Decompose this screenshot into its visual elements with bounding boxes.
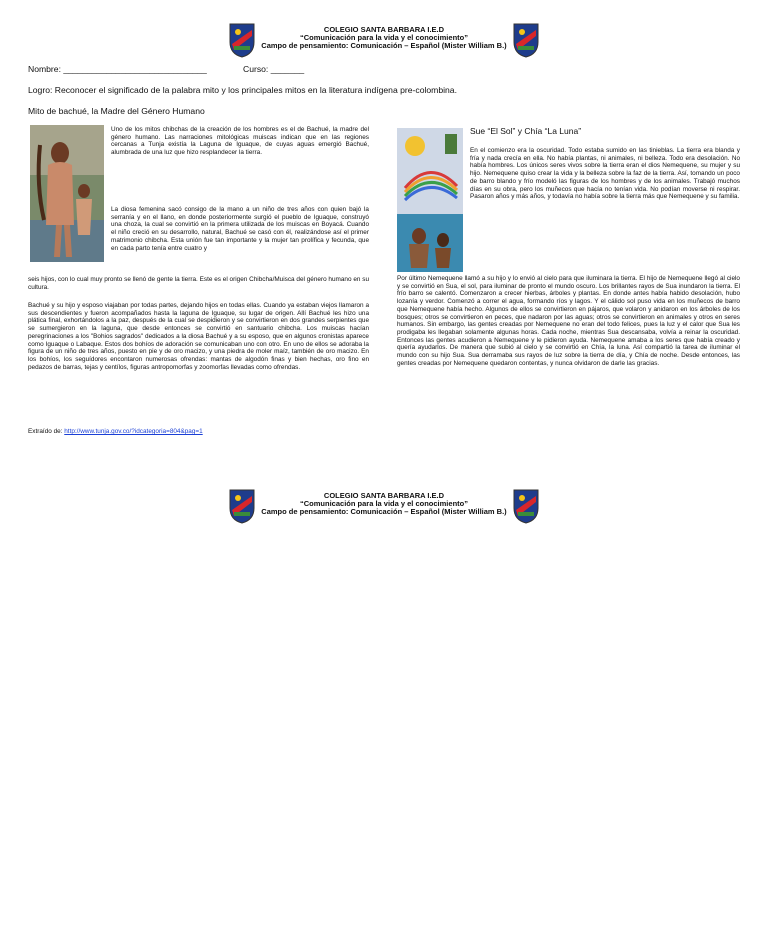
subject-field: Campo de pensamiento: Comunicación – Español (Mister William B.) [261, 41, 507, 50]
right-title: Sue “El Sol” y Chía “La Luna” [470, 126, 582, 136]
left-paragraph-3: Bachué y su hijo y esposo viajaban por todas partes, dejando hijos en todas ellas. Cuando ya estaban viejos llamaron a sus descendientes y fueron acompañados hasta la laguna de Iguaque, su lugar de origen. Allí Bachué les hizo una plática final, exhortándolos a la paz, después de la cual se despidieron y se convirtieron en dos grandes serpientes que se sumergieron en la laguna, que desde entonces se convirtió en santuario chibcha. Los muiscas hacían peregrinaciones a los "Bohios sagrados" dedicados a la diosa Bachué y a su esposo, que en algunos cronistas aparece como Iguaque o Labaque. Estos dos bohíos de adoración se comunicaban uno con otro. En uno de ellos se adoraba la figura de un niño de tres años, puesto en pie y de oro macizo, y una piedra de moler maíz, también de oro macizo. En los bohíos, los seguídores encontaron numerosas ofrendas: mantas de algodón finas y bien hechas, oro fino en pedazos de barras, tejas y centílos, figuras antropomorfas y zoomorfas llevadas como ofrendas. [28, 302, 369, 371]
page-header [0, 22, 768, 62]
nombre-field[interactable]: Nombre: ______________________________ [28, 64, 207, 74]
sue-chia-image [397, 128, 463, 272]
school-crest-right-icon [512, 488, 540, 524]
school-name: COLEGIO SANTA BARBARA I.E.D [323, 491, 445, 500]
source-line [28, 428, 203, 435]
header-text-block [250, 492, 518, 516]
school-crest-right-icon [512, 22, 540, 58]
bachue-image [30, 125, 104, 262]
school-motto: “Comunicación para la vida y el conocimiento” [300, 499, 468, 508]
left-title: Mito de bachué, la Madre del Género Humano [28, 106, 205, 116]
source-link[interactable]: http://www.tunja.gov.co/?idcategoria=804&pag=1 [64, 428, 203, 435]
subject-field: Campo de pensamiento: Comunicación – Español (Mister William B.) [261, 507, 507, 516]
curso-field[interactable]: Curso: _______ [243, 64, 305, 74]
right-paragraph-1: En el comienzo era la oscuridad. Todo estaba sumido en las tinieblas. La tierra era blanda y fría y nada crecía en ella. No había plantas, ni animales, ni belleza. Todo era desolación. No había hombres. Los únicos seres vivos sobre la tierra eran el dios Nemequene, su mujer y su hijo. Nemequene quiso crear la vida y la belleza sobre la faz de la tierra. Así, tomando un poco de barro blando y frío modeló las figuras de los hombres y de los animales. Trabajó muchos días en su obra, pero los muñecos que hacía no tenían vida. No podían moverse ni respirar. Pasaron años y más años, y todavía no había sobre la tierra más que Nemequene y su familia. [470, 147, 740, 201]
source-label: Extraído de: [28, 428, 63, 435]
left-paragraph-2-continued: seis hijos, con lo cual muy pronto se llenó de gente la tierra. Este es el origen Chibcha/Muisca del género humano en su cultura. [28, 276, 369, 291]
school-name: COLEGIO SANTA BARBARA I.E.D [323, 25, 445, 34]
left-paragraph-1: Uno de los mitos chibchas de la creación de los hombres es el de Bachué, la madre del género humano. Las narraciones mitológicas muiscas indican que en las regiones cercanas a Tunja existía la Laguna de Iguaque, de cuyas aguas emergió Bachué, alumbrada de una luz que hizo resplandecer la tierra. [111, 126, 369, 157]
header-text-block [250, 26, 518, 50]
school-motto: “Comunicación para la vida y el conocimiento” [300, 33, 468, 42]
page-header-repeat [0, 488, 768, 528]
logro-text: Logro: Reconocer el significado de la palabra mito y los principales mitos en la literatura indígena pre-colombina. [28, 85, 457, 95]
right-paragraph-2: Por último Nemequene llamó a su hijo y lo envió al cielo para que iluminara la tierra. El hijo de Nemequene llegó al cielo y se convirtió en Sua, el sol, para iluminar de pronto el mundo oscuro. Los brillantes rayos de Sua inundaron la tierra. El frío barro se calentó. Comenzaron a crecer hierbas, árboles y plantas. En donde antes había habido desolación, hubo lozanía y verdor. Comenzó a correr el agua, formando ríos y lagos. Y el cálido sol puso vida en los muñecos de barro que Nemequene había hecho. Algunos de ellos se convirtieron en pájaros, que volaron y anidaron en los árboles de los bosques; otros se convirtieron en peces, que nadaron por las aguas; otros se convirtieron en animales y otros en seres humanos. Sin embargo, las gentes creadas por Nemequene no eran del todo felices, pues la luz y el calor que Sua les prodigaba les llegaban solamente algunas horas. Cada noche, mientras Sua descansaba, volvía a reinar la oscuridad. Entonces las gentes acudieron a Nemequene y le pidieron ayuda. Nemequene amaba a los seres que había creado y quería ayudarlos. De manera que subió al cielo y se convirtió en Chía, la luna. Así compartió la tarea de iluminar el mundo con su hijo Sua. Sua derramaba sus rayos de luz sobre la tierra de día, y Chía de noche. Desde entonces, las gentes creadas por Nemequene quedaron contentas, y nunca olvidaron de darle las gracias. [397, 275, 740, 367]
left-paragraph-2: La diosa femenina sacó consigo de la mano a un niño de tres años con quien bajó la serranía y en el llano, en donde posteriormente surgió el pueblo de Iguaque, construyó una choza, la cual se convirtió en la primera utilizada de los muiscas en Boyacá. Cuando el niño creció en su desarrollo, natural, Bachué se casó con él, realizándose así el primer matrimonio chibcha. Esta unión fue tan importante y la mujer tan prolífica y fecunda, que en cada parto tenía entre cuatro y [111, 206, 369, 252]
